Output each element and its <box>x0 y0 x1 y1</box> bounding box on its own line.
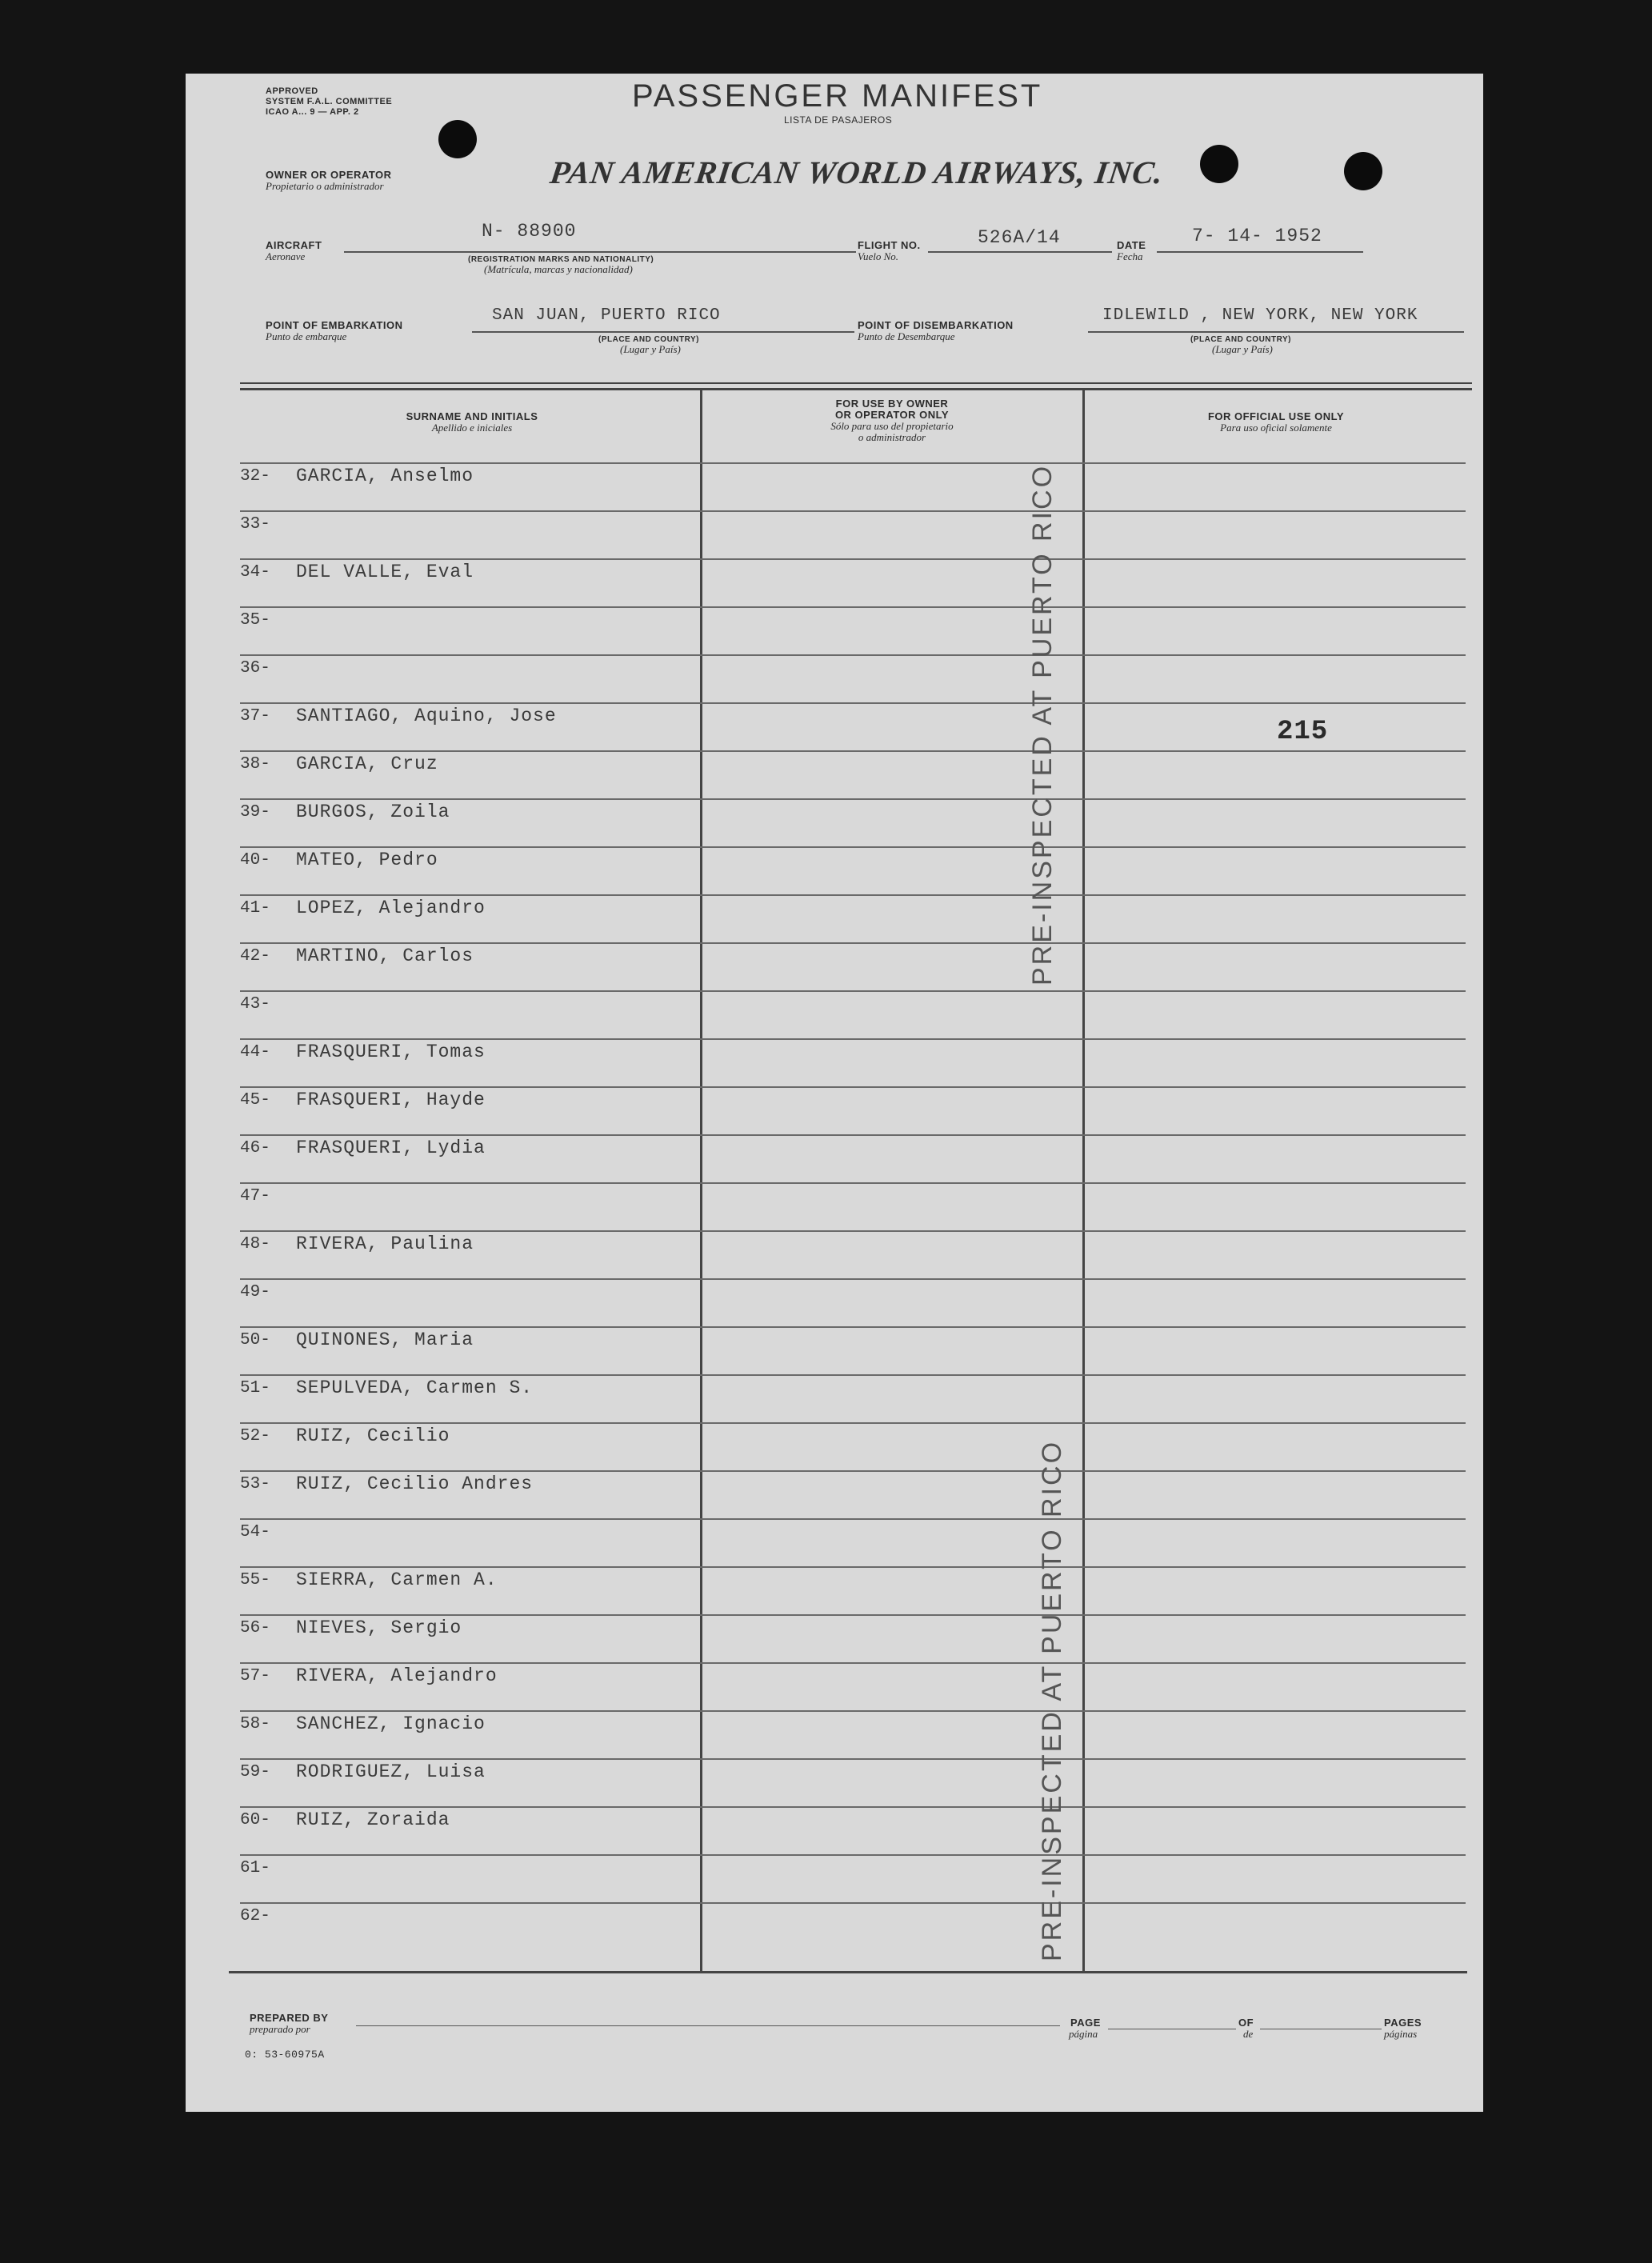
row-number: 36- <box>240 659 270 678</box>
flight-label: FLIGHT NO. <box>858 239 921 251</box>
row-rule <box>240 1134 1466 1136</box>
official-use-mark: 215 <box>1277 717 1329 747</box>
row-number: 60- <box>240 1811 270 1829</box>
page-label-es: página <box>1069 2028 1098 2040</box>
owner-label-es: Propietario o administrador <box>266 180 384 192</box>
owner-header-line: OR OPERATOR ONLY <box>834 409 950 421</box>
row-number: 44- <box>240 1043 270 1062</box>
page-title-es: LISTA DE PASAJEROS <box>784 114 893 126</box>
row-rule <box>240 462 1466 464</box>
embarkation-sub: (PLACE AND COUNTRY) <box>598 335 699 344</box>
embarkation-label: POINT OF EMBARKATION <box>266 319 403 331</box>
row-rule <box>240 942 1466 944</box>
row-rule <box>240 1086 1466 1088</box>
surname-header: SURNAME AND INITIALS <box>406 410 538 422</box>
punch-hole <box>1200 145 1238 183</box>
surname-header-es: Apellido e iniciales <box>431 422 513 434</box>
column-divider <box>1082 390 1085 1973</box>
row-number: 46- <box>240 1139 270 1157</box>
passenger-name: MATEO, Pedro <box>296 850 438 870</box>
row-number: 52- <box>240 1427 270 1445</box>
form-number: 0: 53-60975A <box>245 2049 325 2061</box>
passenger-name: RODRIGUEZ, Luisa <box>296 1761 486 1782</box>
disembarkation-value: IDLEWILD , NEW YORK, NEW YORK <box>1102 306 1418 325</box>
row-number: 35- <box>240 611 270 630</box>
row-rule <box>240 990 1466 992</box>
pre-inspection-stamp: PRE-INSPECTED AT PUERTO RICO <box>1037 1439 1067 1961</box>
row-rule <box>240 1710 1466 1712</box>
row-number: 48- <box>240 1235 270 1253</box>
disembarkation-sub-es: (Lugar y País) <box>1212 343 1273 355</box>
embarkation-value: SAN JUAN, PUERTO RICO <box>492 306 721 325</box>
row-rule <box>240 510 1466 512</box>
row-rule <box>240 1758 1466 1760</box>
aircraft-sub: (REGISTRATION MARKS AND NATIONALITY) <box>468 255 654 264</box>
pages-label: PAGES <box>1384 2017 1422 2029</box>
row-rule <box>240 1614 1466 1616</box>
punch-hole <box>1344 152 1382 190</box>
passenger-name: BURGOS, Zoila <box>296 802 450 822</box>
row-rule <box>240 1902 1466 1904</box>
row-number: 61- <box>240 1859 270 1877</box>
aircraft-sub-es: (Matrícula, marcas y nacionalidad) <box>484 263 633 275</box>
official-header-es: Para uso oficial solamente <box>1220 422 1332 434</box>
passenger-name: FRASQUERI, Lydia <box>296 1137 486 1158</box>
passenger-name: SEPULVEDA, Carmen S. <box>296 1377 534 1398</box>
row-number: 39- <box>240 803 270 822</box>
passenger-name: NIEVES, Sergio <box>296 1617 462 1638</box>
date-label-es: Fecha <box>1117 250 1143 262</box>
row-rule <box>240 1278 1466 1280</box>
approval-block <box>266 86 392 118</box>
row-rule <box>240 798 1466 800</box>
row-rule <box>240 1326 1466 1328</box>
row-number: 55- <box>240 1571 270 1589</box>
passenger-name: SIERRA, Carmen A. <box>296 1569 498 1590</box>
row-rule <box>240 750 1466 752</box>
row-rule <box>240 1230 1466 1232</box>
of-label: OF <box>1238 2017 1254 2029</box>
row-rule <box>240 1374 1466 1376</box>
passenger-name: RUIZ, Cecilio <box>296 1425 450 1446</box>
embarkation-sub-es: (Lugar y País) <box>620 343 681 355</box>
disembarkation-label: POINT OF DISEMBARKATION <box>858 319 1014 331</box>
row-number: 32- <box>240 467 270 486</box>
punch-hole <box>438 120 477 158</box>
passenger-name: QUINONES, Maria <box>296 1329 474 1350</box>
row-rule <box>240 558 1466 560</box>
passenger-name: SANCHEZ, Ignacio <box>296 1713 486 1734</box>
official-column-header <box>1088 411 1464 434</box>
row-number: 56- <box>240 1619 270 1637</box>
row-number: 47- <box>240 1187 270 1205</box>
page-label: PAGE <box>1070 2017 1101 2029</box>
of-label-es: de <box>1243 2028 1254 2040</box>
aircraft-value: N- 88900 <box>482 221 577 242</box>
row-number: 54- <box>240 1523 270 1541</box>
passenger-name: FRASQUERI, Tomas <box>296 1042 486 1062</box>
row-number: 53- <box>240 1475 270 1493</box>
approval-line: ICAO A... 9 — APP. 2 <box>266 107 359 117</box>
row-number: 45- <box>240 1091 270 1110</box>
date-value: 7- 14- 1952 <box>1192 226 1322 246</box>
row-number: 49- <box>240 1283 270 1301</box>
passenger-name: FRASQUERI, Hayde <box>296 1090 486 1110</box>
row-number: 50- <box>240 1331 270 1349</box>
passenger-name: RUIZ, Cecilio Andres <box>296 1473 534 1494</box>
approval-line: SYSTEM F.A.L. COMMITTEE <box>266 97 393 106</box>
disembarkation-label-es: Punto de Desembarque <box>858 330 955 342</box>
owner-column-header <box>704 398 1080 443</box>
row-rule <box>240 894 1466 896</box>
page-title: PASSENGER MANIFEST <box>632 78 1043 114</box>
row-rule <box>240 1518 1466 1520</box>
row-number: 51- <box>240 1379 270 1397</box>
approval-line: APPROVED <box>266 86 318 96</box>
aircraft-label-es: Aeronave <box>266 250 306 262</box>
row-number: 33- <box>240 515 270 534</box>
row-rule <box>240 654 1466 656</box>
owner-header-line: FOR USE BY OWNER <box>835 398 949 410</box>
passenger-name: LOPEZ, Alejandro <box>296 898 486 918</box>
row-number: 58- <box>240 1715 270 1733</box>
passenger-name: RUIZ, Zoraida <box>296 1809 450 1830</box>
airline-name: PAN AMERICAN WORLD AIRWAYS, INC. <box>547 154 1166 190</box>
row-number: 42- <box>240 947 270 966</box>
pre-inspection-stamp: PRE-INSPECTED AT PUERTO RICO <box>1027 463 1058 986</box>
row-rule <box>240 1470 1466 1472</box>
passenger-name: DEL VALLE, Eval <box>296 562 474 582</box>
disembarkation-sub: (PLACE AND COUNTRY) <box>1190 335 1291 344</box>
owner-label: OWNER OR OPERATOR <box>266 169 392 181</box>
row-rule <box>240 1662 1466 1664</box>
row-rule <box>240 1854 1466 1856</box>
row-rule <box>240 1038 1466 1040</box>
official-header: FOR OFFICIAL USE ONLY <box>1207 410 1345 422</box>
date-label: DATE <box>1117 239 1146 251</box>
aircraft-label: AIRCRAFT <box>266 239 322 251</box>
flight-label-es: Vuelo No. <box>858 250 899 262</box>
passenger-name: RIVERA, Alejandro <box>296 1665 498 1686</box>
passenger-name: GARCIA, Cruz <box>296 754 438 774</box>
row-number: 59- <box>240 1763 270 1781</box>
embarkation-label-es: Punto de embarque <box>266 330 347 342</box>
pages-label-es: páginas <box>1384 2028 1418 2040</box>
row-number: 43- <box>240 995 270 1014</box>
row-rule <box>240 1182 1466 1184</box>
flight-value: 526A/14 <box>978 227 1061 248</box>
row-number: 40- <box>240 851 270 870</box>
passenger-name: SANTIAGO, Aquino, Jose <box>296 706 557 726</box>
owner-header-es-line: o administrador <box>858 431 926 443</box>
row-number: 57- <box>240 1667 270 1685</box>
prepared-by-label-es: preparado por <box>250 2023 310 2035</box>
row-rule <box>240 702 1466 704</box>
passenger-name: RIVERA, Paulina <box>296 1233 474 1254</box>
prepared-by-label: PREPARED BY <box>250 2012 329 2024</box>
column-divider <box>700 390 702 1973</box>
row-rule <box>240 1566 1466 1568</box>
passenger-name: MARTINO, Carlos <box>296 946 474 966</box>
row-number: 38- <box>240 755 270 774</box>
row-rule <box>240 1806 1466 1808</box>
owner-header-es-line: Sólo para uso del propietario <box>830 420 954 432</box>
row-rule <box>240 846 1466 848</box>
row-number: 41- <box>240 899 270 918</box>
passenger-name: GARCIA, Anselmo <box>296 466 474 486</box>
surname-column-header <box>256 411 688 434</box>
row-number: 62- <box>240 1907 270 1925</box>
row-rule <box>240 1422 1466 1424</box>
row-rule <box>240 606 1466 608</box>
row-number: 37- <box>240 707 270 726</box>
row-number: 34- <box>240 563 270 582</box>
